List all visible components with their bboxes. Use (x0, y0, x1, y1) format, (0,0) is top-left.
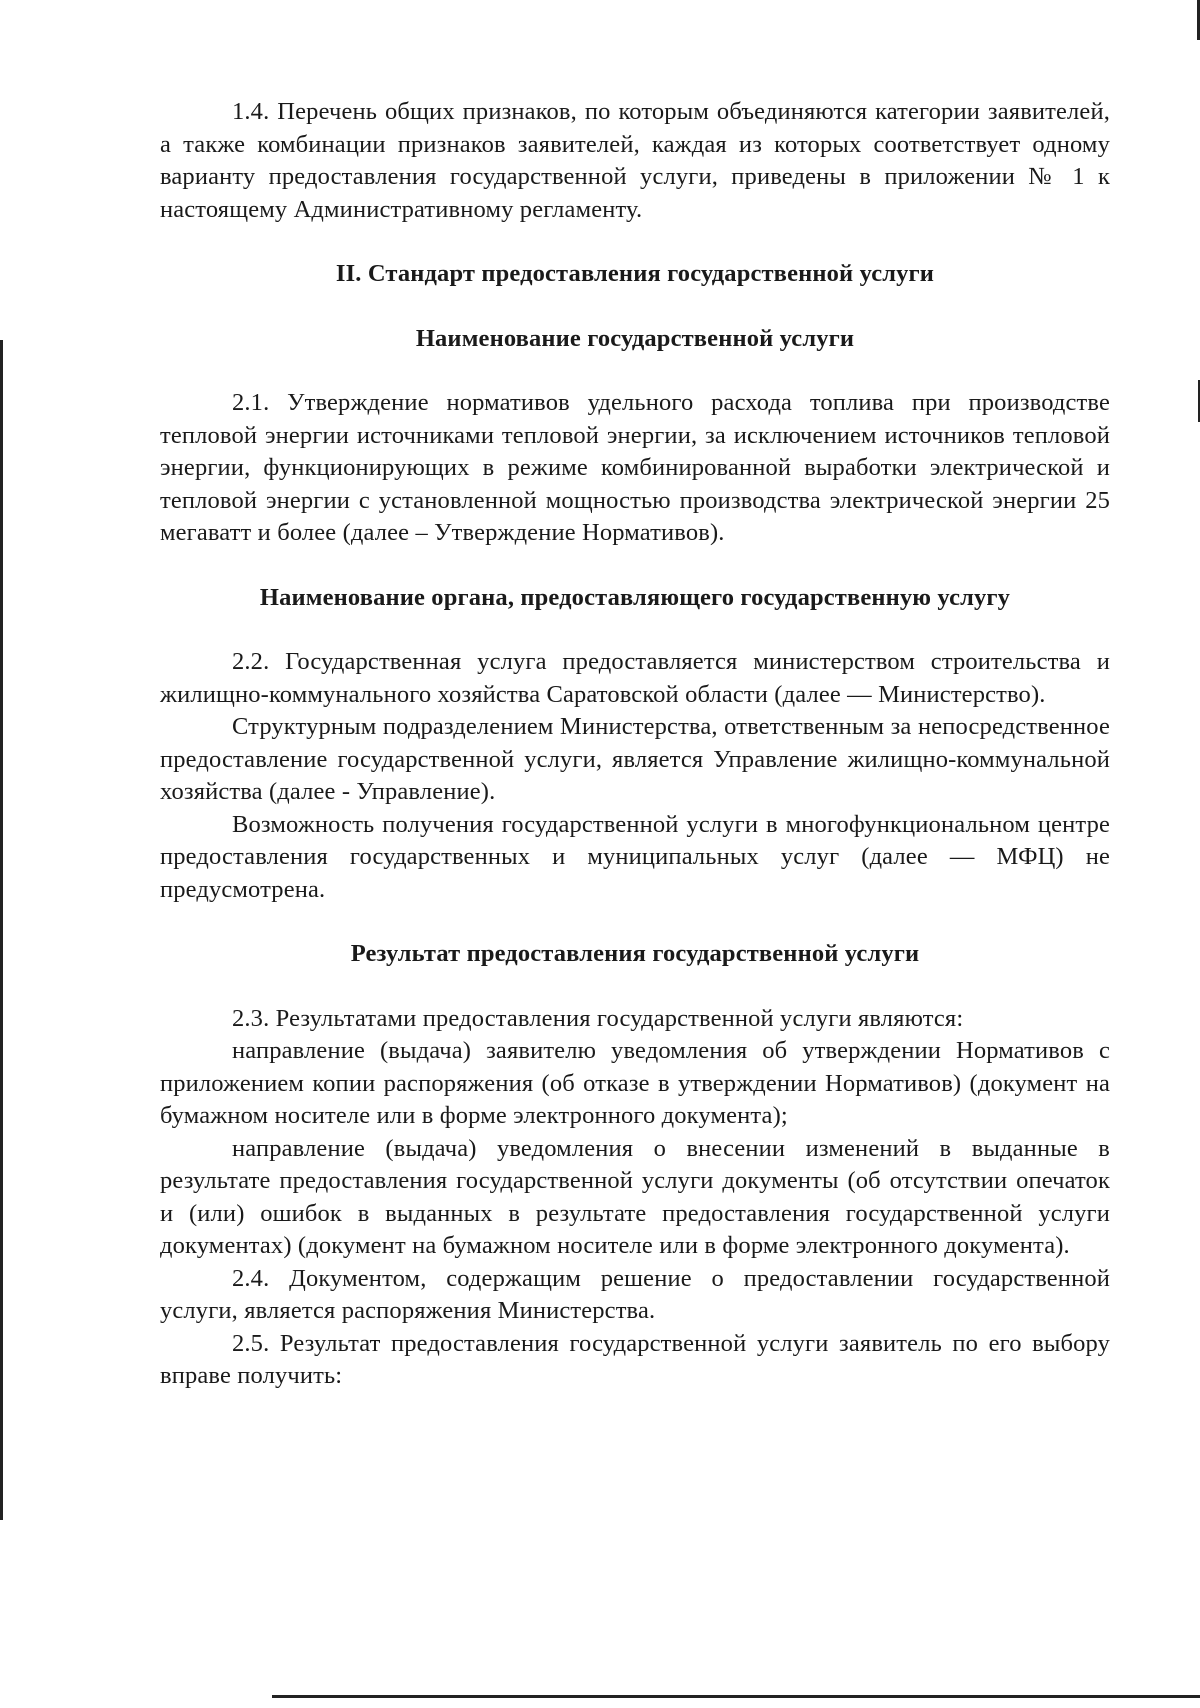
heading-authority: Наименование органа, предоставляющего государственную услугу (259, 583, 1011, 611)
paragraph-structural-unit: Структурным подразделением Министерства, ответственным за непосредственное предоставление государственной услуги, является Управление жилищно-коммунальной хозяйства (далее - Управление). (160, 713, 1110, 805)
paragraph-mfc: Возможность получения государственной услуги в многофункциональном центре предоставления государственных и муниципальных услуг (далее — МФЦ) не предусмотрена. (160, 810, 1110, 903)
paragraph-2-3: 2.3. Результатами предоставления государственной услуги являются: (232, 1004, 964, 1032)
document-page (160, 96, 1110, 1393)
paragraph-2-1: 2.1. Утверждение нормативов удельного расхода топлива при производстве тепловой энергии источниками тепловой энергии, за исключением источников тепловой энергии, функционирующих в режиме комбинированной выработки электрической и тепловой энергии с установленной мощностью производства электрической энергии 25 мегаватт и более (далее – Утверждение Нормативов). (160, 389, 1110, 546)
scan-edge-left (0, 340, 3, 1520)
paragraph-result-1: направление (выдача) заявителю уведомления об утверждении Нормативов с приложением копии распоряжения (об отказе в утверждении Нормативов) (документ на бумажном носителе или в форме электронного документа); (160, 1037, 1110, 1129)
scan-edge-bottom (272, 1695, 1200, 1698)
paragraph-2-2: 2.2. Государственная услуга предоставляется министерством строительства и жилищно-коммунального хозяйства Саратовской области (далее — Министерство). (160, 648, 1110, 708)
heading-result: Результат предоставления государственной услуги (350, 940, 920, 967)
heading-service-name: Наименование государственной услуги (415, 324, 855, 352)
paragraph-1-4: 1.4. Перечень общих признаков, по которым объединяются категории заявителей, а также комбинации признаков заявителей, каждая из которых соответствует одному варианту предоставления государственной услуги, приведены в приложении № 1 к настоящему Административному регламенту. (160, 98, 1110, 223)
paragraph-result-2: направление (выдача) уведомления о внесении изменений в выданные в результате предоставления государственной услуги документы (об отсутствии опечаток и (или) ошибок в выданных в результате предоставления государственной услуги документах) (документ на бумажном носителе или в форме электронного документа). (160, 1134, 1110, 1259)
paragraph-2-4: 2.4. Документом, содержащим решение о предоставлении государственной услуги, является распоряжения Министерства. (160, 1264, 1110, 1324)
section-2-title: II. Стандарт предоставления государственной услуги (335, 260, 935, 287)
paragraph-2-5: 2.5. Результат предоставления государственной услуги заявитель по его выбору вправе получить: (160, 1329, 1110, 1389)
